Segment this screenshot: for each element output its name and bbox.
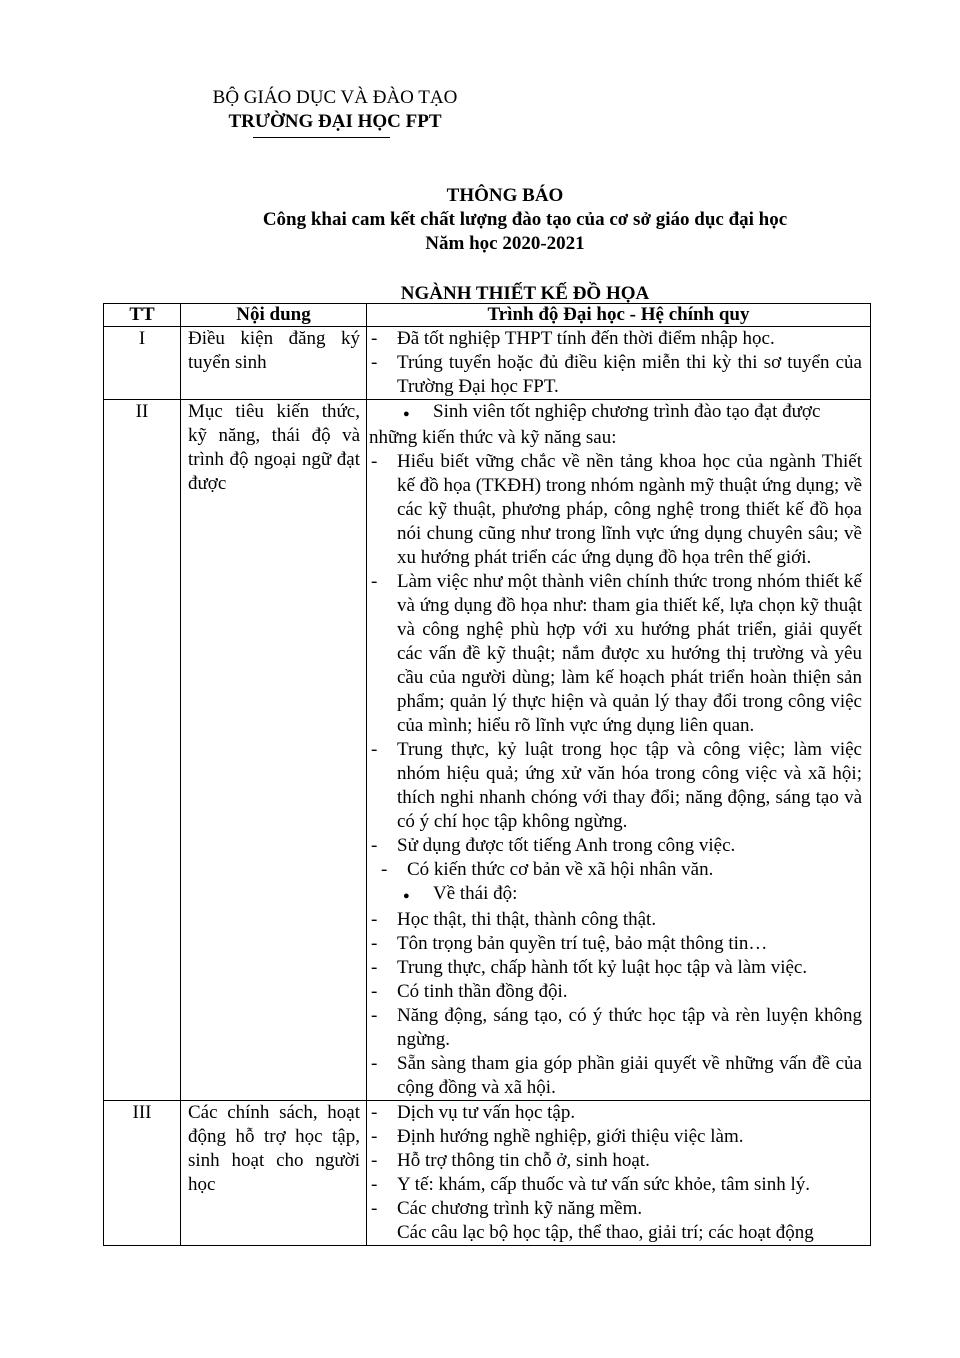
header-tt: TT (104, 304, 181, 327)
list-item-continued: Các câu lạc bộ học tập, thể thao, giải trí; các hoạt động (397, 1222, 814, 1243)
table-row (104, 400, 871, 1101)
header-level: Trình độ Đại học - Hệ chính quy (367, 304, 871, 327)
notice-subtitle: Công khai cam kết chất lượng đào tạo của cơ sở giáo dục đại học (262, 209, 788, 230)
table-row (104, 327, 871, 400)
list-item: - Hiểu biết vững chắc về nền tảng khoa học của ngành Thiết kế đồ họa (TKĐH) trong nhóm ngành mỹ thuật ứng dụng; về các kỹ thuật, phương pháp, công nghệ trong thiết kế đồ họa nói chung cũng như trong lĩnh vực ứng dụng chuyên sâu; về xu hướng phát triển các ứng dụng đồ họa trên thế giới. (371, 451, 862, 568)
row-number: III (104, 1101, 181, 1246)
school-name: TRƯỜNG ĐẠI HỌC FPT (228, 111, 442, 132)
list-item: - Học thật, thi thật, thành công thật. (371, 909, 657, 930)
bullet-icon: ● (403, 408, 410, 420)
list-item: - Hỗ trợ thông tin chỗ ở, sinh hoạt. (371, 1150, 650, 1171)
row-label: Điều kiện đăng ký tuyển sinh (181, 327, 367, 400)
bullet-icon: ● (403, 890, 410, 902)
list-item: - Các chương trình kỹ năng mềm. (371, 1198, 643, 1219)
academic-year: Năm học 2020-2021 (425, 233, 585, 254)
list-item: - Y tế: khám, cấp thuốc và tư vấn sức khỏe, tâm sinh lý. (371, 1174, 810, 1195)
bullet-item: ● Sinh viên tốt nghiệp chương trình đào tạo đạt được (369, 400, 862, 426)
list-item: - Định hướng nghề nghiệp, giới thiệu việc làm. (371, 1126, 744, 1147)
row-label: Các chính sách, hoạt động hỗ trợ học tập, sinh hoạt cho người học (181, 1101, 367, 1246)
list-item: - Có kiến thức cơ bản về xã hội nhân văn. (381, 859, 714, 880)
major-title: NGÀNH THIẾT KẾ ĐỒ HỌA (400, 283, 650, 304)
row-number: I (104, 327, 181, 400)
table-row (104, 1101, 871, 1246)
list-item: - Có tinh thần đồng đội. (371, 981, 568, 1002)
list-item: - Sử dụng được tốt tiếng Anh trong công việc. (371, 835, 736, 856)
row-label: Mục tiêu kiến thức, kỹ năng, thái độ và trình độ ngoại ngữ đạt được (181, 400, 367, 1101)
list-item: - Trung thực, kỷ luật trong học tập và công việc; làm việc nhóm hiệu quả; ứng xử văn hóa trong công việc và xã hội; thích nghi nhanh chóng với thay đổi; năng động, sáng tạo và có ý chí học tập không ngừng. (371, 739, 862, 832)
row-content (367, 327, 871, 400)
table-header-row (104, 304, 871, 327)
bullet-item: ● Về thái độ: (369, 882, 862, 908)
row-content (367, 1101, 871, 1246)
list-item: - Làm việc như một thành viên chính thức trong nhóm thiết kế và ứng dụng đồ họa như: tham gia thiết kế, lựa chọn kỹ thuật và công nghệ phù hợp với xu hướng phát triển, giải quyết các vấn đề kỹ thuật; nắm được xu hướng thị trường và yêu cầu của người dùng; làm kế hoạch phát triển hoàn thiện sản phẩm; quản lý thực hiện và quản lý thay đổi trong công việc của mình; hiểu rõ lĩnh vực ứng dụng liên quan. (371, 571, 862, 736)
list-item: - Sẵn sàng tham gia góp phần giải quyết về những vấn đề của cộng đồng và xã hội. (371, 1053, 862, 1098)
list-item: - Năng động, sáng tạo, có ý thức học tập và rèn luyện không ngừng. (371, 1005, 862, 1050)
row-content (367, 400, 871, 1101)
list-item: - Tôn trọng bản quyền trí tuệ, bảo mật thông tin… (371, 933, 768, 954)
list-item: - Trúng tuyển hoặc đủ điều kiện miễn thi kỳ thi sơ tuyển của Trường Đại học FPT. (371, 352, 862, 397)
header-underline (253, 137, 390, 138)
bullet-continuation: những kiến thức và kỹ năng sau: (369, 427, 617, 448)
notice-title: THÔNG BÁO (446, 185, 564, 206)
list-item: - Đã tốt nghiệp THPT tính đến thời điểm nhập học. (371, 328, 775, 349)
header-content: Nội dung (181, 304, 367, 327)
commitment-table (103, 303, 871, 1246)
ministry-name: BỘ GIÁO DỤC VÀ ĐÀO TẠO (212, 87, 458, 108)
list-item: - Dịch vụ tư vấn học tập. (371, 1102, 576, 1123)
list-item: - Trung thực, chấp hành tốt kỷ luật học tập và làm việc. (371, 957, 808, 978)
row-number: II (104, 400, 181, 1101)
